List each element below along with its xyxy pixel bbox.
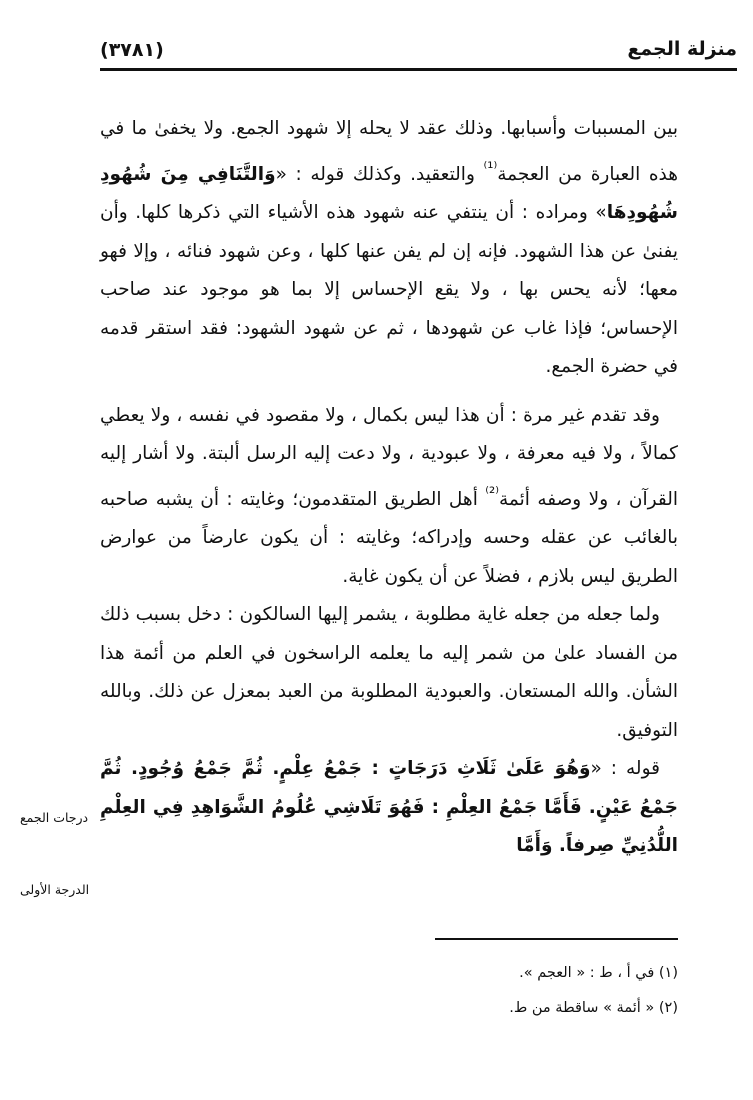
running-header-title: منزلة الجمع [627, 38, 737, 60]
footnote-ref-2: ⁽²⁾ [485, 483, 500, 502]
paragraph-4 [100, 750, 678, 866]
side-note-first-level: الدرجة الأولى [20, 882, 90, 897]
footnote-rule [435, 938, 678, 940]
paragraph-1-text-b: والتعقيد. وكذلك قوله : « [275, 163, 484, 185]
paragraph-1 [100, 110, 678, 387]
side-note-levels: درجات الجمع [20, 810, 89, 825]
paragraph-3 [100, 596, 678, 750]
paragraph-2-text-a: وقد تقدم غير مرة : أن هذا ليس بكمال ، ولا مقصود في نفسه ، ولا يعطي كمالاً ، ولا فيه معرفة ، ولا عبودية ، ولا دعت إليه الرسل ألبتة. ولا أشار إليه القرآن ، ولا وصفه أئمة [100, 404, 678, 510]
main-text [100, 110, 678, 866]
quoted-text-2: وَهُوَ عَلَىٰ ثَلَاثِ دَرَجَاتٍ : جَمْعُ عِلْمٍ. ثُمَّ جَمْعُ وُجُودٍ. ثُمَّ جَمْعُ عَيْنٍ. فَأَمَّا جَمْعُ العِلْمِ : فَهُوَ تَلَاشِي عُلُومُ الشَّوَاهِدِ فِي العِلْمِ اللُّدُنِيِّ صِرفاً. وَأَمَّا [100, 758, 678, 857]
paragraph-3-text: ولما جعله من جعله غاية مطلوبة ، يشمر إليها السالكون : دخل بسبب ذلك من الفساد علىٰ من شمر إليه ما يعلمه الراسخون في العلم من أئمة هذا الشأن. والله المستعان. والعبودية المطلوبة من العبد بمعزل عن ذلك. وبالله التوفيق. [100, 604, 678, 741]
header-rule [100, 68, 737, 71]
page-number: (٣٧٨١) [100, 39, 164, 61]
paragraph-2-text-b: أهل الطريق المتقدمون؛ وغايته : أن يشبه صاحبه بالغائب عن عقله وحسه وإدراكه؛ وغايته : أن يكون عارضاً من عوارض الطريق ليس بلازم ، فضلاً عن أن يكون غاية. [100, 488, 678, 587]
footnote-ref-1: ⁽¹⁾ [483, 158, 498, 177]
paragraph-4-text-a: قوله : « [590, 758, 660, 780]
paragraph-1-text-a: بين المسببات وأسبابها. وذلك عقد لا يحله إلا شهود الجمع. ولا يخفىٰ ما في هذه العبارة من العجمة [100, 118, 678, 185]
footnote-1: (١) في أ ، ط : « العجم ». [519, 965, 678, 981]
footnote-2: (٢) « أئمة » ساقطة من ط. [509, 1000, 678, 1016]
paragraph-1-text-c: » ومراده : أن ينتفي عنه شهود هذه الأشياء التي ذكرها كلها. وأن يفنىٰ عن هذا الشهود. فإنه إن لم يفن عنها كلها ، وعن شهود فنائه ، وإلا فهو معها؛ لأنه يحس بها ، ولا يقع الإحساس إلا بما هو موجود عند صاحب الإحساس؛ فإذا غاب عن شهودها ، ثم عن شهود الشهود: فقد استقر قدمه في حضرة الجمع. [100, 202, 678, 378]
paragraph-2 [100, 397, 678, 597]
quoted-text-1: وَالتَّنَافِي مِنَ شُهُودِ شُهُودِهَا [100, 163, 678, 224]
